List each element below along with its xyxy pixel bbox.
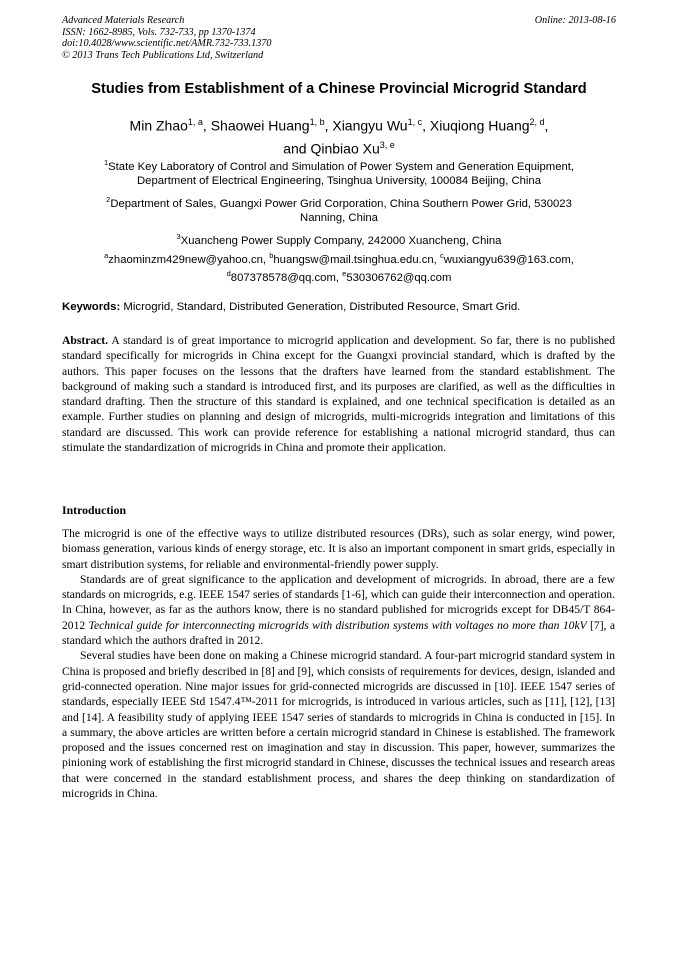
paragraph: Several studies have been done on making a Chinese microgrid standard. A four-part microgrid standard system in China is proposed and briefly described in [8] and [9], which consists of requirements for devices, design, islanded and grid-connected operation. Nine major issues for grid-connected microgrids are discussed in [10]. IEEE 1547 series of standards, especially IEEE Std 1547.4™-2011 for microgrids, is introduced in various articles, such as [11], [12], [13] and [14]. A feasibility study of applying IEEE 1547 series of standards to microgrids in China is conducted in [15]. In a summary, the above articles are written before a certain microgrid standard in Chinese is established. The framework proposed and the issues concerned rest on imagination and stay in discussion. This paper, however, summarizes the pinioning work of establishing the first microgrid standard in Chinese, discusses the technical issues and research areas that were concerned in the standard establishment process, and shares the deep thinking on standardization of microgrids in China. — [62, 649, 615, 801]
author-name: Xiangyu Wu — [332, 117, 408, 134]
author-superscript: 2, d — [529, 117, 545, 127]
affiliation-3 — [62, 230, 616, 248]
affiliation-1 — [62, 156, 616, 189]
author-superscript: 3, e — [379, 139, 395, 150]
abstract-text: A standard is of great importance to microgrid application and development. So far, there is no published standard specifically for microgrids in China except for the Guangxi provincial standard, which is drafted by the authors. This paper focuses on the lessons that the drafters have learned from the standard establishment. The background of making such a standard is introduced first, and its purposes are clarified, as well as the difficulties in standard drafting. Then the structure of this standard is explained, and one technical specification is detailed as an example. Further studies on planning and design of microgrids, multi-microgrids integration and limitations of this standard are discussed. This work can provide reference for establishing a national microgrid standard, thus can stimulate the standardization of microgrids in China and promote their application. — [62, 334, 615, 455]
paragraph-text: [7], a standard which the authors drafted in 2012. — [62, 618, 615, 648]
author-superscript: 1, c — [407, 117, 423, 127]
introduction-body — [62, 526, 615, 801]
affiliation-superscript: 1 — [103, 158, 109, 167]
affiliation-text: Nanning, China — [300, 212, 378, 225]
affiliation-2 — [62, 193, 616, 226]
author-name: Shaowei Huang — [210, 117, 310, 134]
email-link[interactable]: huangsw@mail.tsinghua.edu.cn, — [273, 253, 437, 266]
abstract-label: Abstract. — [62, 334, 109, 347]
journal-name: Advanced Materials Research — [62, 15, 185, 26]
author-superscript: 1, a — [187, 117, 203, 127]
copyright-line: © 2013 Trans Tech Publications Ltd, Switzerland — [62, 49, 264, 61]
email-list — [62, 249, 616, 286]
keywords-label: Keywords: — [62, 301, 121, 313]
email-superscript: e — [342, 269, 347, 279]
affiliation-superscript: 2 — [106, 195, 111, 204]
email-link[interactable]: zhaominzm429new@yahoo.cn, — [108, 253, 267, 266]
email-link[interactable]: 807378578@qq.com, — [230, 272, 339, 285]
author-name: Xiuqiong Huang — [429, 117, 530, 134]
email-superscript: c — [439, 251, 444, 260]
email-superscript: a — [104, 251, 109, 260]
keywords — [62, 301, 616, 313]
affiliation-text: Department of Sales, Guangxi Power Grid Corporation, China Southern Power Grid, 530023 — [110, 197, 572, 210]
affiliation-superscript: 3 — [176, 232, 181, 241]
doi-line: doi:10.4028/www.scientific.net/AMR.732-733.1370 — [62, 38, 272, 50]
author-name: Qinbiao Xu — [310, 140, 380, 157]
email-link[interactable]: 530306762@qq.com — [346, 272, 452, 285]
author-superscript: 1, b — [309, 117, 325, 127]
email-link[interactable]: wuxiangyu639@163.com, — [443, 253, 574, 266]
keywords-text: Microgrid, Standard, Distributed Generation, Distributed Resource, Smart Grid. — [123, 301, 521, 313]
journal-header — [62, 15, 271, 61]
paragraph: The microgrid is one of the effective ways to utilize distributed resources (DRs), such as solar energy, wind power, biomass generation, various kinds of energy storage, etc. It is also an important component in smart grids, especially in smart distribution systems, for reliable and environmental-friendly power supply. — [62, 527, 615, 571]
abstract — [62, 333, 615, 455]
affiliation-text: Xuancheng Power Supply Company, 242000 Xuancheng, China — [180, 234, 502, 247]
paragraph-text: Standards are of great significance to the application and development of microgrids. In abroad, there are a few standards on microgrids, e.g. IEEE 1547 series of standards [1-6], which can guide their interconnection and operation. In China, however, as far as the authors know, there is no standard published for microgrids except for DB45/T 864-2012 — [62, 572, 615, 632]
email-superscript: b — [269, 251, 274, 260]
affiliation-text: Department of Electrical Engineering, Tsinghua University, 100084 Beijing, China — [137, 175, 541, 188]
author-name: Min Zhao — [129, 117, 188, 134]
affiliation-text: State Key Laboratory of Control and Simulation of Power System and Generation Equipment, — [108, 160, 575, 173]
email-superscript: d — [226, 269, 231, 279]
standard-title: Technical guide for interconnecting microgrids with distribution systems with voltages no more than 10kV — [88, 618, 587, 632]
paper-title: Studies from Establishment of a Chinese Provincial Microgrid Standard — [91, 81, 587, 97]
author-list: Min Zhao$^{1, a}$, Shaowei Huang$^{1, b}$, Xiangyu Wu$^{1, c}$, Xiuqiong Huang$^{2, d}$, and Qinbiao Xu$^{3, e}$ — [129, 117, 549, 157]
issn-line: ISSN: 1662-8985, Vols. 732-733, pp 1370-1374 — [62, 26, 256, 38]
section-heading: Introduction — [62, 503, 127, 517]
paragraph — [62, 572, 615, 648]
online-date: Online: 2013-08-16 — [534, 15, 616, 26]
author-conjunction: and — [283, 140, 307, 157]
